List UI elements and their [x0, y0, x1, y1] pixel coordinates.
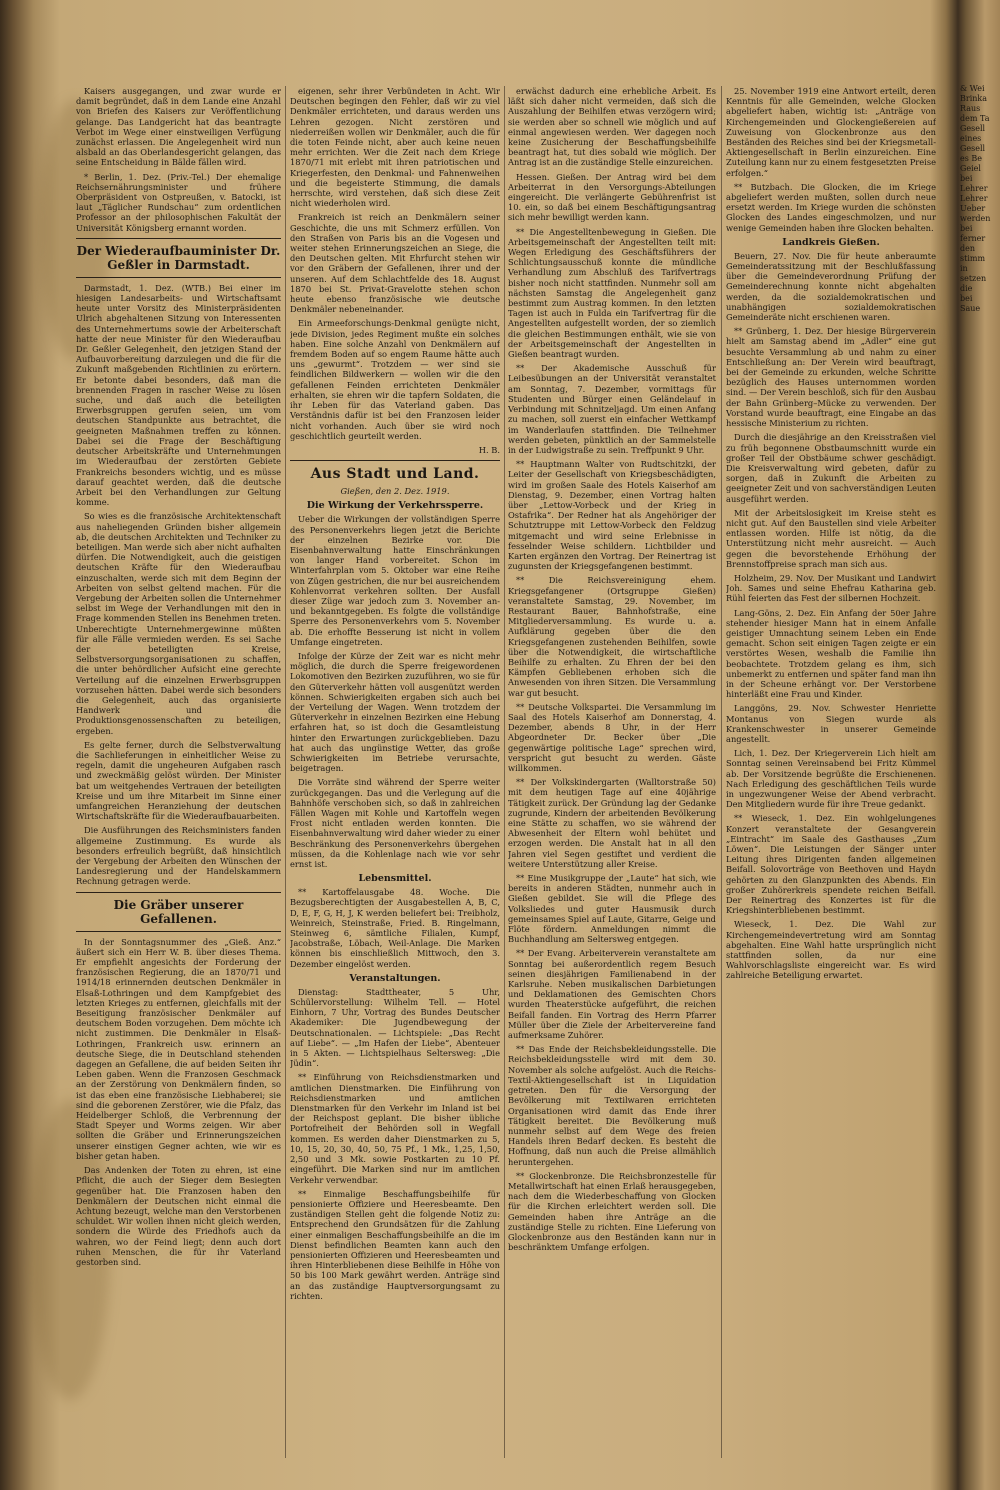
- article-paragraph: Frankreich ist reich an Denkmälern seiner Geschichte, die uns mit Schmerz erfüllen. Von den Straßen von Paris bis an die Vogesen und weiter stehen Erinnerungszeichen an Siege, die den Deutschen gelten. Mit Ehrfurcht stehen wir vor den Gräbern der Gefallenen, ihrer und der unseren. Auf dem Schlachtfelde des 18. August 1870 bei St. Privat-Gravelotte stehen schon heute ebenso französische wie deutsche Denkmäler nebeneinander.: [290, 212, 500, 315]
- article-paragraph: ** Die Reichsvereinigung ehem. Kriegsgefangener (Ortsgruppe Gießen) veranstaltete Samstag, 29. November, im Restaurant Bauer, Bahnhofstraße, eine Mitgliederversammlung. Es wurde u. a. Aufklärung gegeben über die den Kriegsgefangenen zustehenden Beihilfen, sowie über die Notwendigkeit, die wirtschaftliche Beihilfe zu erhalten. Zu Ehren der bei den Kämpfen Gebliebenen erhoben sich die Anwesenden von ihren Sitzen. Die Versammlung war gut besucht.: [508, 575, 716, 698]
- article-paragraph: erwächst dadurch eine erhebliche Arbeit. Es läßt sich daher nicht vermeiden, daß sich die Auszahlung der Beihilfen etwas verzögern wird; sie werden aber so schnell wie möglich und auf einmal angewiesen werden. Wer dagegen noch keine Zusicherung der Beschaffungsbeihilfe beantragt hat, tut dies sobald wie möglich. Der Antrag ist an die zuständige Stelle einzureichen.: [508, 86, 716, 168]
- article-paragraph: eigenen, sehr ihrer Verbündeten in Acht. Wir Deutschen begingen den Fehler, daß wir zu viel Denkmäler errichteten, und daraus werden uns Lehren gezogen. Nicht zerstören und niederreißen wollen wir Denkmäler, auch die für die toten Feinde nicht, aber auch keine neuen mehr errichten. Wer die Zeit nach dem Kriege 1870/71 mit erlebt mit ihren patriotischen und Kriegerfesten, den Denkmal- und Fahnenweihen und die begeisterte Stimmung, die damals herrschte, wird verstehen, daß sich diese Zeit nicht wiederholen wird.: [290, 86, 500, 209]
- edge-text-line: Saue: [960, 304, 981, 313]
- section-divider: [76, 931, 281, 932]
- article-paragraph: ** Butzbach. Die Glocken, die im Kriege abgeliefert werden mußten, sollen durch neue ersetzt werden. Im Kriege wurden die schönsten Glocken des Landes eingeschmolzen, und nur wenige Gemeinden haben ihre Glocken behalten.: [726, 181, 936, 233]
- edge-text-line: Brinka: [960, 94, 988, 103]
- article-paragraph: Das Andenken der Toten zu ehren, ist eine Pflicht, die auch der Sieger dem Besiegten gegenüber hat. Die Franzosen haben den Denkmälern der Deutschen nicht einmal die Achtung bezeugt, welche man den Verstorbenen schuldet. Wir wollen ihnen nicht gleich werden, sondern die Würde des Friedhofs auch da wahren, wo der Feind liegt; denn auch dort ruhen Menschen, die für ihr Vaterland gestorben sind.: [76, 1165, 281, 1267]
- subheading-veranstaltungen: Veranstaltungen.: [349, 972, 441, 984]
- article-paragraph: ** Der Volkskindergarten (Walltorstraße 50) mit dem heutigen Tage auf eine 40jährige Tätigkeit zurück. Der Gründung lag der Gedanke zugrunde, Kindern der arbeitenden Bevölkerung eine Stätte zu schaffen, wo sie während der Abwesenheit der Eltern wohl behütet und erzogen werden. Die Anstalt hat in all den Jahren viel Segen gestiftet und verdient die weitere Unterstützung aller Kreise.: [508, 777, 716, 869]
- section-divider: [290, 460, 500, 461]
- article-paragraph: Lang-Göns, 2. Dez. Ein Anfang der 50er Jahre stehender hiesiger Mann hat in einem Anfalle geistiger Umnachtung seinem Leben ein Ende gemacht. Schon seit einigen Tagen zeigte er ein verstörtes Wesen, weshalb die Familie ihn beobachtete. Trotzdem gelang es ihm, sich unbemerkt zu entfernen und später fand man ihn in der Scheune erhängt vor. Der Verstorbene hinterläßt eine Frau und Kinder.: [726, 607, 936, 700]
- subheading-lebensmittel: Lebensmittel.: [358, 873, 432, 885]
- article-paragraph: Die Ausführungen des Reichsministers fanden allgemeine Zustimmung. Es wurde als besonders erfreulich begrüßt, daß hinsichtlich der Vergebung der Arbeiten den Wünschen der Landesregierung und der Handelskammern Rechnung getragen werde.: [76, 825, 281, 887]
- article-paragraph: Es gelte ferner, durch die Selbstverwaltung die Sachlieferungen in einheitlicher Weise zu regeln, damit die ungeheuren Aufgaben rasch und zweckmäßig gelöst würden. Der Minister bat um weitgehendes Vertrauen der beteiligten Kreise und um ihre Mitarbeit im Sinne einer umfangreichen Heranziehung der deutschen Wirtschaftskräfte für die Wiederaufbauarbeiten.: [76, 739, 281, 822]
- article-paragraph: So wies es die französische Architektenschaft aus naheliegenden Gründen bisher allgemein ab, die deutschen Architekten und Techniker zu beteiligen. Man werde sich aber nicht aufhalten dürfen. Die Notwendigkeit, auch die geistigen deutschen Kräfte für den Wiederaufbau einzuschalten, werde sich mit dem Beginn der Arbeiten von selbst geltend machen. Für die Vergebung der Arbeiten sollen die Unternehmer selbst im Wege der Verhandlungen mit den in Frage kommenden Stellen ins Benehmen treten. Unberechtigte Unternehmergewinne müßten für alle Fälle vermieden werden. Es sei Sache der beteiligten Kreise, Selbstversorgungsorganisationen zu schaffen, die unter behördlicher Aufsicht eine gerechte Verteilung auf die einzelnen Erwerbsgruppen vorzusehen hätten. Dabei werde sich besonders die Gelegenheit, auch das organisierte Handwerk und die Produktionsgenossenschaften zu beteiligen, ergeben.: [76, 511, 281, 736]
- adjacent-page-edge: [960, 84, 1000, 1464]
- edge-text-line: die: [960, 284, 973, 293]
- article-paragraph: In der Sonntagsnummer des „Gieß. Anz.“ äußert sich ein Herr W. B. über dieses Thema. Er empfiehlt angesichts der Forderung der französischen Regierung, die an 1870/71 und 1914/18 erinnernden deutschen Denkmäler in Elsaß-Lothringen und dem Kampfgebiet des letzten Krieges zu entfernen, gleichfalls mit der Beseitigung französischer Denkmäler auf deutschem Boden vorzugehen. Dem möchte ich nicht zustimmen. Die Denkmäler in Elsaß-Lothringen, Frankreich usw. erinnern an deutsche Siege, die in Deutschland stehenden dagegen an Gefallene, die auf beiden Seiten ihr Leben gaben. Wenn die Franzosen Geschmack an der Zerstörung von Denkmälern finden, so ist das eben eine französische Liebhaberei; sie sind die geborenen Zerstörer, wie die Pfalz, das Heidelberger Schloß, die Verbrennung der Stadt Speyer und Worms zeigen. Wir aber sollten die Gräber und Erinnerungszeichen unserer einstigen Gegner achten, wie wir es bisher getan haben.: [76, 936, 281, 1161]
- article-paragraph: Langgöns, 29. Nov. Schwester Henriette Montanus von Siegen wurde als Krankenschwester in unserer Gemeinde angestellt.: [726, 703, 936, 744]
- section-divider: [76, 277, 281, 278]
- newspaper-page: [76, 86, 936, 1458]
- article-paragraph: ** Der Akademische Ausschuß für Leibesübungen an der Universität veranstaltet am Sonntag, 7. Dezember, vormittags für Studenten und Bürger einen Geländelauf in Verbindung mit Schnitzeljagd. Um einen Anfang zu machen, soll zuerst ein einfacher Wettkampf im Wanderlaufen stattfinden. Die Teilnehmer werden gebeten, pünktlich an der Sammelstelle in der Ludwigstraße zu sein. Treffpunkt 9 Uhr.: [508, 363, 716, 455]
- article-paragraph: ** Der Evang. Arbeiterverein veranstaltete am Sonntag bei außerordentlich regem Besuch seinen diesjährigen Familienabend in der Karlsruhe. Neben musikalischen Darbietungen und Deklamationen des Gemischten Chors wurden Theaterstücke aufgeführt, die reichen Beifall fanden. Ein Vortrag des Herrn Pfarrer Müller über die Ziele der Arbeitervereine fand aufmerksame Zuhörer.: [508, 948, 716, 1041]
- article-paragraph: 25. November 1919 eine Antwort erteilt, deren Kenntnis für alle Gemeinden, welche Glocken abgeliefert haben, wichtig ist: „Anträge von Kirchengemeinden und Glockengießereien auf Zuweisung von Glockenbronze aus den Beständen des Reiches sind bei der Kriegsmetall-Aktiengesellschaft in Berlin einzureichen. Eine Zuteilung kann nur zu einem festgesetzten Preise erfolgen.“: [726, 86, 936, 178]
- article-signature: H. B.: [478, 444, 500, 455]
- article-paragraph: ** Wieseck, 1. Dez. Ein wohlgelungenes Konzert veranstaltete der Gesangverein „Eintracht“ im Saale des Gasthauses „Zum Löwen“. Die Leistungen der Sänger unter Leitung ihres Dirigenten fanden allgemeinen Beifall. Solovorträge von Beethoven und Haydn gehörten zu den Glanzpunkten des Abends. Ein großer Zuhörerkreis spendete reichen Beifall. Der Reinertrag des Konzertes ist für die Kriegshinterbliebenen bestimmt.: [726, 813, 936, 916]
- edge-text-line: Raus: [960, 104, 981, 113]
- article-paragraph: ** Glockenbronze. Die Reichsbronzestelle für Metallwirtschaft hat einen Erlaß herausgegeben, nach dem die Wiederbeschaffung von Glocken für die Kirchen erleichtert werden soll. Die Gemeinden haben ihre Anträge an die zuständige Stelle zu richten. Eine Lieferung von Glockenbronze aus den Beständen kann nur in beschränktem Umfange erfolgen.: [508, 1170, 716, 1253]
- headline-wiederaufbauminister: Der Wiederaufbauminister Dr. Geßler in Darmstadt.: [76, 243, 281, 272]
- column-rule: [721, 86, 722, 1458]
- edge-text-line: bei: [960, 174, 973, 183]
- edge-text-line: bei: [960, 294, 973, 303]
- article-paragraph: Durch die diesjährige an den Kreisstraßen viel zu früh begonnene Obstbaumschnitt wurde ein großer Teil der Obstbäume schwer geschädigt. Die Kreisverwaltung wird gebeten, dafür zu sorgen, daß in Zukunft die Arbeiten zu geeigneter Zeit und von sachverständigen Leuten ausgeführt werden.: [726, 432, 936, 504]
- article-paragraph: Kaisers ausgegangen, und zwar wurde er damit begründet, daß in dem Lande eine Anzahl von Briefen des Kaisers zur Veröffentlichung gelange. Das Landgericht hat das beantragte Verbot im Wege einer einstweiligen Verfügung zunächst erlassen. Die Angelegenheit wird nun alsbald an das Oberlandesgericht gelangen, das seine Entscheidung in Bälde fällen wird.: [76, 86, 281, 168]
- edge-text-line: & Wei: [960, 84, 985, 93]
- section-divider: [76, 892, 281, 893]
- edge-text-line: Gesell: [960, 144, 986, 153]
- headline-stadt-und-land: Aus Stadt und Land.: [310, 466, 480, 483]
- article-paragraph: ** Hauptmann Walter von Rudtschitzki, der Leiter der Gesellschaft von Kriegsbeschädigten, wird im großen Saale des Hotels Kaiserhof am Dienstag, 9. Dezember, einen Vortrag halten über „Lettow-Vorbeck und der Krieg in Ostafrika“. Der Redner hat als Angehöriger der Schutztruppe mit Lettow-Vorbeck den Feldzug mitgemacht und wird seine Erlebnisse in fesselnder Weise schildern. Lichtbilder und Karten ergänzen den Vortrag. Der Reinertrag ist zugunsten der Kriegsgefangenen bestimmt.: [508, 459, 716, 572]
- edge-text-line: Lehrer: [960, 184, 988, 193]
- edge-text-line: in: [960, 264, 968, 273]
- article-paragraph: Mit der Arbeitslosigkeit im Kreise steht es nicht gut. Auf den Baustellen sind viele Arbeiter entlassen worden. Hilfe ist nötig, da die Unterstützung nicht mehr ausreicht. — Auch gegen die bevorstehende Erhöhung der Brennstoffpreise sprach man sich aus.: [726, 507, 936, 569]
- article-paragraph: Darmstadt, 1. Dez. (WTB.) Bei einer im hiesigen Landesarbeits- und Wirtschaftsamt heute unter Vorsitz des Ministerpräsidenten Ulrich abgehaltenen Sitzung von Interessenten des Unternehmertums sowie der Arbeiterschaft hatte der neue Minister für den Wiederaufbau Dr. Geßler Gelegenheit, den jetzigen Stand der Aufbauvorbereitung darzulegen und die für die Zukunft maßgebenden Richtlinien zu erörtern. Er betonte dabei besonders, daß man die brennenden Fragen in rascher Weise zu lösen suche, und daß auch die beteiligten Erwerbsgruppen gerufen seien, um vom deutschen Standpunkte aus betrachtet, die geeigneten Maßnahmen treffen zu können. Dabei sei die Frage der Beschäftigung deutscher Arbeitskräfte und Unternehmungen im Wiederaufbau der zerstörten Gebiete Frankreichs besonders wichtig, und es müsse darauf geachtet werden, daß die deutsche Arbeit bei den Verhandlungen zur Geltung komme.: [76, 282, 281, 508]
- subheading-verkehrssperre: Die Wirkung der Verkehrssperre.: [306, 500, 484, 512]
- edge-text-line: den: [960, 244, 976, 253]
- article-paragraph: Hessen. Gießen. Der Antrag wird bei dem Arbeiterrat in den Versorgungs-Abteilungen eingereicht. Die verlängerte Gebührenfrist ist 10. ein, so daß bei einem Beschäftigungsantrag sich mehr bewilligt werden kann.: [508, 171, 716, 223]
- column-1: [76, 86, 281, 1458]
- article-paragraph: Holzheim, 29. Nov. Der Musikant und Landwirt Joh. Sames und seine Ehefrau Katharina geb. Rühl feierten das Fest der silbernen Hochzeit.: [726, 572, 936, 604]
- edge-text-line: es Be: [960, 154, 982, 163]
- edge-text-line: werden: [960, 214, 991, 223]
- subheading-landkreis-giessen: Landkreis Gießen.: [782, 236, 880, 248]
- article-paragraph: ** Eine Musikgruppe der „Laute“ hat sich, wie bereits in anderen Städten, nunmehr auch in Gießen gebildet. Sie will die Pflege des Volksliedes und guter Hausmusik durch gemeinsames Spiel auf Laute, Gitarre, Geige und Flöte fördern. Anmeldungen nimmt die Buchhandlung am Seltersweg entgegen.: [508, 873, 716, 945]
- edge-text-line: Lehrer: [960, 194, 988, 203]
- edge-text-line: dem Ta: [960, 114, 990, 123]
- edge-text-line: setzen: [960, 274, 987, 283]
- section-divider: [76, 238, 281, 239]
- article-paragraph: Dienstag: Stadttheater, 5 Uhr, Schülervorstellung: Wilhelm Tell. — Hotel Einhorn, 7 Uhr, Vortrag des Bundes Deutscher Akademiker: Die Jugendbewegung der Deutschnationalen. — Lichtspiele: „Das Recht auf Liebe“. — „Im Hafen der Liebe“, Abenteuer in 5 Akten. — Lichtspielhaus Seltersweg: „Die Jüdin“.: [290, 986, 500, 1069]
- article-paragraph: ** Kartoffelausgabe 48. Woche. Die Bezugsberechtigten der Ausgabestellen A, B, C, D, E, F, G, H, J, K werden beliefert bei: Treibholz, Weinreich, Steinstraße, Fried. B. Ringelmann, Steinweg 6, sämtliche Filialen, Kumpf, Jacobstraße, Löbach, Weil-Anlage. Die Marken können bis einschließlich Mittwoch, den 3. Dezember eingelöst werden.: [290, 887, 500, 969]
- edge-text-line: ferner: [960, 234, 986, 243]
- edge-text-line: stimm: [960, 254, 986, 263]
- edge-text-line: Geiel: [960, 164, 981, 173]
- article-paragraph: Wieseck, 1. Dez. Die Wahl zur Kirchengemeindevertretung wird am Sonntag abgehalten. Eine Wahl hatte ursprünglich nicht stattfinden sollen, da nur eine Wahlvorschlagsliste eingereicht war. Es wird zahlreiche Beteiligung erwartet.: [726, 919, 936, 981]
- article-paragraph: Die Vorräte sind während der Sperre weiter zurückgegangen. Das und die Verlegung auf die Bahnhöfe verschoben sich, so daß in zahlreichen Fällen Wagen mit Kohle und Kartoffeln wegen Frost nicht entladen werden konnten. Die Eisenbahnverwaltung wird daher wieder zu einer Beschränkung des Personenverkehrs übergehen müssen, da die Kohlenlage nach wie vor sehr ernst ist.: [290, 777, 500, 870]
- column-3: [508, 86, 716, 1458]
- article-paragraph: Lich, 1. Dez. Der Kriegerverein Lich hielt am Sonntag seinen Vereinsabend bei Fritz Kümmel ab. Der Vorsitzende begrüßte die Erschienenen. Nach Erledigung des geschäftlichen Teils wurde in ungezwungener Weise der Abend verbracht. Den Mitgliedern wurde für ihre Treue gedankt.: [726, 748, 936, 810]
- headline-graeber: Die Gräber unserer Gefallenen.: [113, 897, 244, 926]
- article-paragraph: ** Einmalige Beschaffungsbeihilfe für pensionierte Offiziere und Heeresbeamte. Den zuständigen Stellen geht die folgende Notiz zu: Entsprechend den Grundsätzen für die Zahlung einer einmaligen Beschaffungsbeihilfe an die im Dienst befindlichen Beamten kann auch den pensionierten Offizieren und Heeresbeamten und ihren Hinterbliebenen diese Beihilfe in Höhe von 50 bis 100 Mark gewährt werden. Anträge sind an das zuständige Hauptversorgungsamt zu richten.: [290, 1188, 500, 1301]
- dateline: Gießen, den 2. Dez. 1919.: [340, 486, 450, 497]
- article-paragraph: ** Das Ende der Reichsbekleidungsstelle. Die Reichsbekleidungsstelle wird mit dem 30. November als solche aufgelöst. Auch die Reichs-Textil-Aktiengesellschaft ist in Liquidation getreten. Den für die Versorgung der Bevölkerung mit Textilwaren errichteten Organisationen wird damit das Ende ihrer Tätigkeit bereitet. Die Bevölkerung muß nunmehr selbst auf dem Wege des freien Handels ihren Bedarf decken. Es besteht die Hoffnung, daß nun auch die Preise allmählich heruntergehen.: [508, 1044, 716, 1167]
- column-4: [726, 86, 936, 1458]
- edge-text-line: eines: [960, 134, 982, 143]
- column-2: [290, 86, 500, 1458]
- article-paragraph: ** Einführung von Reichsdienstmarken und amtlichen Dienstmarken. Die Einführung von Reichsdienstmarken und amtlichen Dienstmarken für den Verkehr im Inland ist bei der Reichspost geplant. Die bisher übliche Portofreiheit der Behörden soll in Wegfall kommen. Es werden daher Dienstmarken zu 5, 10, 15, 20, 30, 40, 50, 75 Pf., 1 Mk., 1,25, 1,50, 2,50 und 3 Mk. sowie Postkarten zu 10 Pf. eingeführt. Die Marken sind nur im amtlichen Verkehr verwendbar.: [290, 1072, 500, 1185]
- article-paragraph: ** Die Angestelltenbewegung in Gießen. Die Arbeitsgemeinschaft der Angestellten teilt mit: Wegen Erledigung des Geschäftsführers der Schlichtungsausschuß konnte die mündliche Verhandlung zum Abschluß des Tarifvertrags bisher noch nicht stattfinden. Nunmehr soll am nächsten Samstag die Angelegenheit ganz bestimmt zum Austrag kommen. In den letzten Tagen ist auch in Fulda ein Tarifvertrag für die Angestellten aufgestellt worden, der so ziemlich die gleichen Bestimmungen enthält, wie sie von der Arbeitsgemeinschaft der Angestellten in Gießen beantragt wurden.: [508, 226, 716, 360]
- article-paragraph: Infolge der Kürze der Zeit war es nicht mehr möglich, die durch die Sperre freigewordenen Lokomotiven den Bezirken zuzuführen, wo sie für den Güterverkehr hätten voll ausgenützt werden können. Schwierigkeiten ergaben sich auch bei der Verteilung der Wagen. Wenn trotzdem der Güterverkehr in einzelnen Bezirken eine Hebung erfahren hat, so ist doch die Gesamtleistung hinter den Erwartungen zurückgeblieben. Dazu hat auch das ungünstige Wetter, das große Schwierigkeiten im Betriebe verursachte, beigetragen.: [290, 650, 500, 774]
- column-rule: [285, 86, 286, 1458]
- article-paragraph: Ein Armeeforschungs-Denkmal genügte nicht, jede Division, jedes Regiment mußte ein solches haben. Eine solche Anzahl von Denkmälern auf fremdem Boden auf so engem Raume hätte auch uns „gewurmt“. Trotzdem — wer sind sie feindlichen Bildwerkern — wollen wir die den gefallenen Feinden errichteten Denkmäler erhalten, sie ehren wir die tapfern Soldaten, die ihr Leben für das Vaterland gaben. Das Verständnis dafür ist bei den Franzosen leider nicht vorhanden. Auch über sie wird noch geschichtlich geurteilt werden.: [290, 318, 500, 441]
- article-paragraph: * Berlin, 1. Dez. (Priv.-Tel.) Der ehemalige Reichsernährungsminister und frühere Oberpräsident von Ostpreußen, v. Batocki, ist laut „Täglicher Rundschau“ zum ordentlichen Professor an der philosophischen Fakultät der Universität Königsberg ernannt worden.: [76, 171, 281, 233]
- article-paragraph: ** Deutsche Volkspartei. Die Versammlung im Saal des Hotels Kaiserhof am Donnerstag, 4. Dezember, abends 8 Uhr, in der Herr Abgeordneter Dr. Becker über „Die gegenwärtige politische Lage“ sprechen wird, verspricht gut besucht zu werden. Gäste willkommen.: [508, 701, 716, 773]
- edge-text-line: Gesell: [960, 124, 986, 133]
- article-paragraph: Beuern, 27. Nov. Die für heute anberaumte Gemeinderatssitzung mit der Beschlußfassung über die Gemeindeverordnung Prüfung der Gemeinderechnung konnte nicht abgehalten werden, da die sozialdemokratischen und unabhängigen sozialdemokratischen Gemeinderäte nicht erschienen waren.: [726, 250, 936, 323]
- article-paragraph: Ueber die Wirkungen der vollständigen Sperre des Personenverkehrs liegen jetzt die Berichte der einzelnen Bezirke vor. Die Eisenbahnverwaltung hatte Einschränkungen von langer Hand vorbereitet. Schon im Winterfahrplan vom 5. Oktober war eine Reihe von Zügen gestrichen, die nur bei ausreichendem Kohlenvorrat verkehren sollten. Der Ausfall dieser Züge war jedoch zum 3. November an- und bekanntgegeben. Es folgte die vollständige Sperre des Personenverkehrs vom 5. November ab. Die erhoffte Besserung ist nicht in vollem Umfange eingetreten.: [290, 514, 500, 647]
- article-paragraph: ** Grünberg, 1. Dez. Der hiesige Bürgerverein hielt am Samstag abend im „Adler“ eine gut besuchte Versammlung ab und nahm zu einer Entschließung an: Der Verein wird beauftragt, bei der Gemeinde zu erkunden, welche Schritte bezüglich des Hauses unternommen worden sind. — Der Verein beschloß, sich für den Ausbau der Bahn Grünberg–Mücke zu verwenden. Der Vorstand wurde beauftragt, eine Eingabe an das hessische Ministerium zu richten.: [726, 326, 936, 429]
- column-rule: [504, 86, 505, 1458]
- edge-text-line: Ueber: [960, 204, 986, 213]
- edge-text-line: bei: [960, 224, 973, 233]
